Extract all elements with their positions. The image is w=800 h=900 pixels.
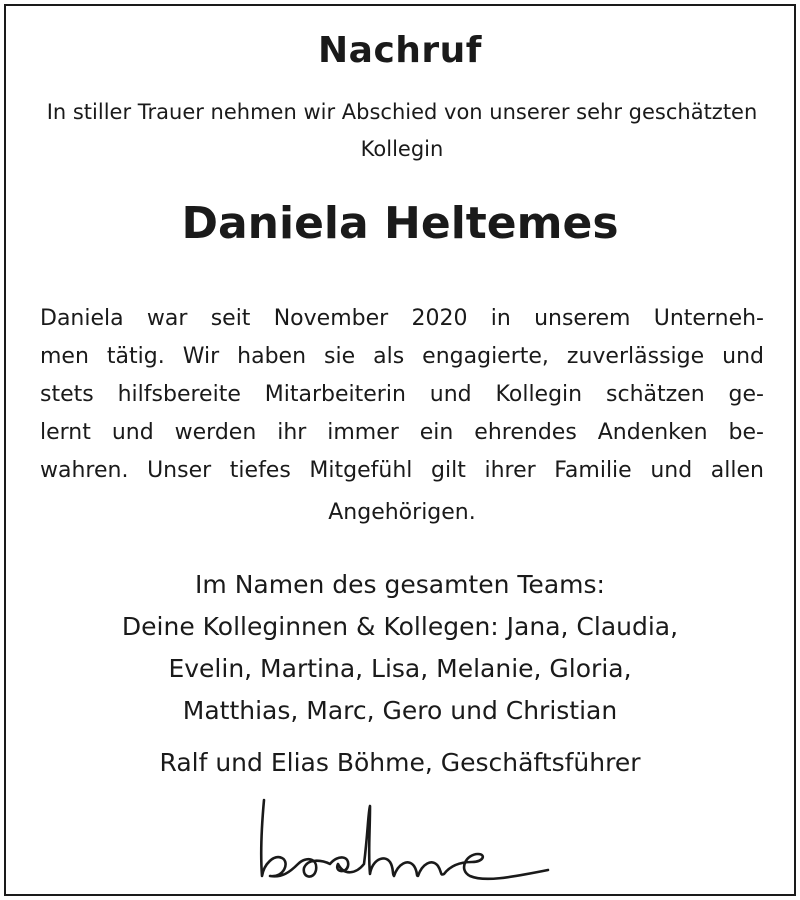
body-line: lernt und werden ihr immer ein ehrendes Andenken be- <box>40 420 764 445</box>
team-line: Im Namen des gesamten Teams: <box>195 570 605 599</box>
body-line: stets hilfsbereite Mitarbeiterin und Kollegin schätzen ge- <box>40 382 764 407</box>
team-line: Matthias, Marc, Gero und Christian <box>182 696 618 725</box>
obituary-body <box>40 300 764 532</box>
deceased-name: Daniela Heltemes <box>181 198 619 249</box>
notice-title: Nachruf <box>318 30 482 71</box>
management-signoff: Ralf und Elias Böhme, Geschäftsführer <box>159 748 641 777</box>
body-line: Angehörigen. <box>328 500 476 525</box>
body-line: Daniela war seit November 2020 in unserem Unterneh- <box>40 306 764 331</box>
obituary-notice <box>4 4 796 896</box>
team-line: Deine Kolleginnen & Kollegen: Jana, Claudia, <box>121 612 679 641</box>
team-signoff <box>6 564 794 732</box>
body-line: wahren. Unser tiefes Mitgefühl gilt ihrer Familie und allen <box>40 458 764 483</box>
boehme-signature-logo <box>252 792 562 888</box>
intro-text: In stiller Trauer nehmen wir Abschied von unserer sehr geschätzten Kollegin <box>46 100 758 161</box>
body-line: men tätig. Wir haben sie als engagierte, zuverlässige und <box>40 344 764 369</box>
team-line: Evelin, Martina, Lisa, Melanie, Gloria, <box>168 654 632 683</box>
